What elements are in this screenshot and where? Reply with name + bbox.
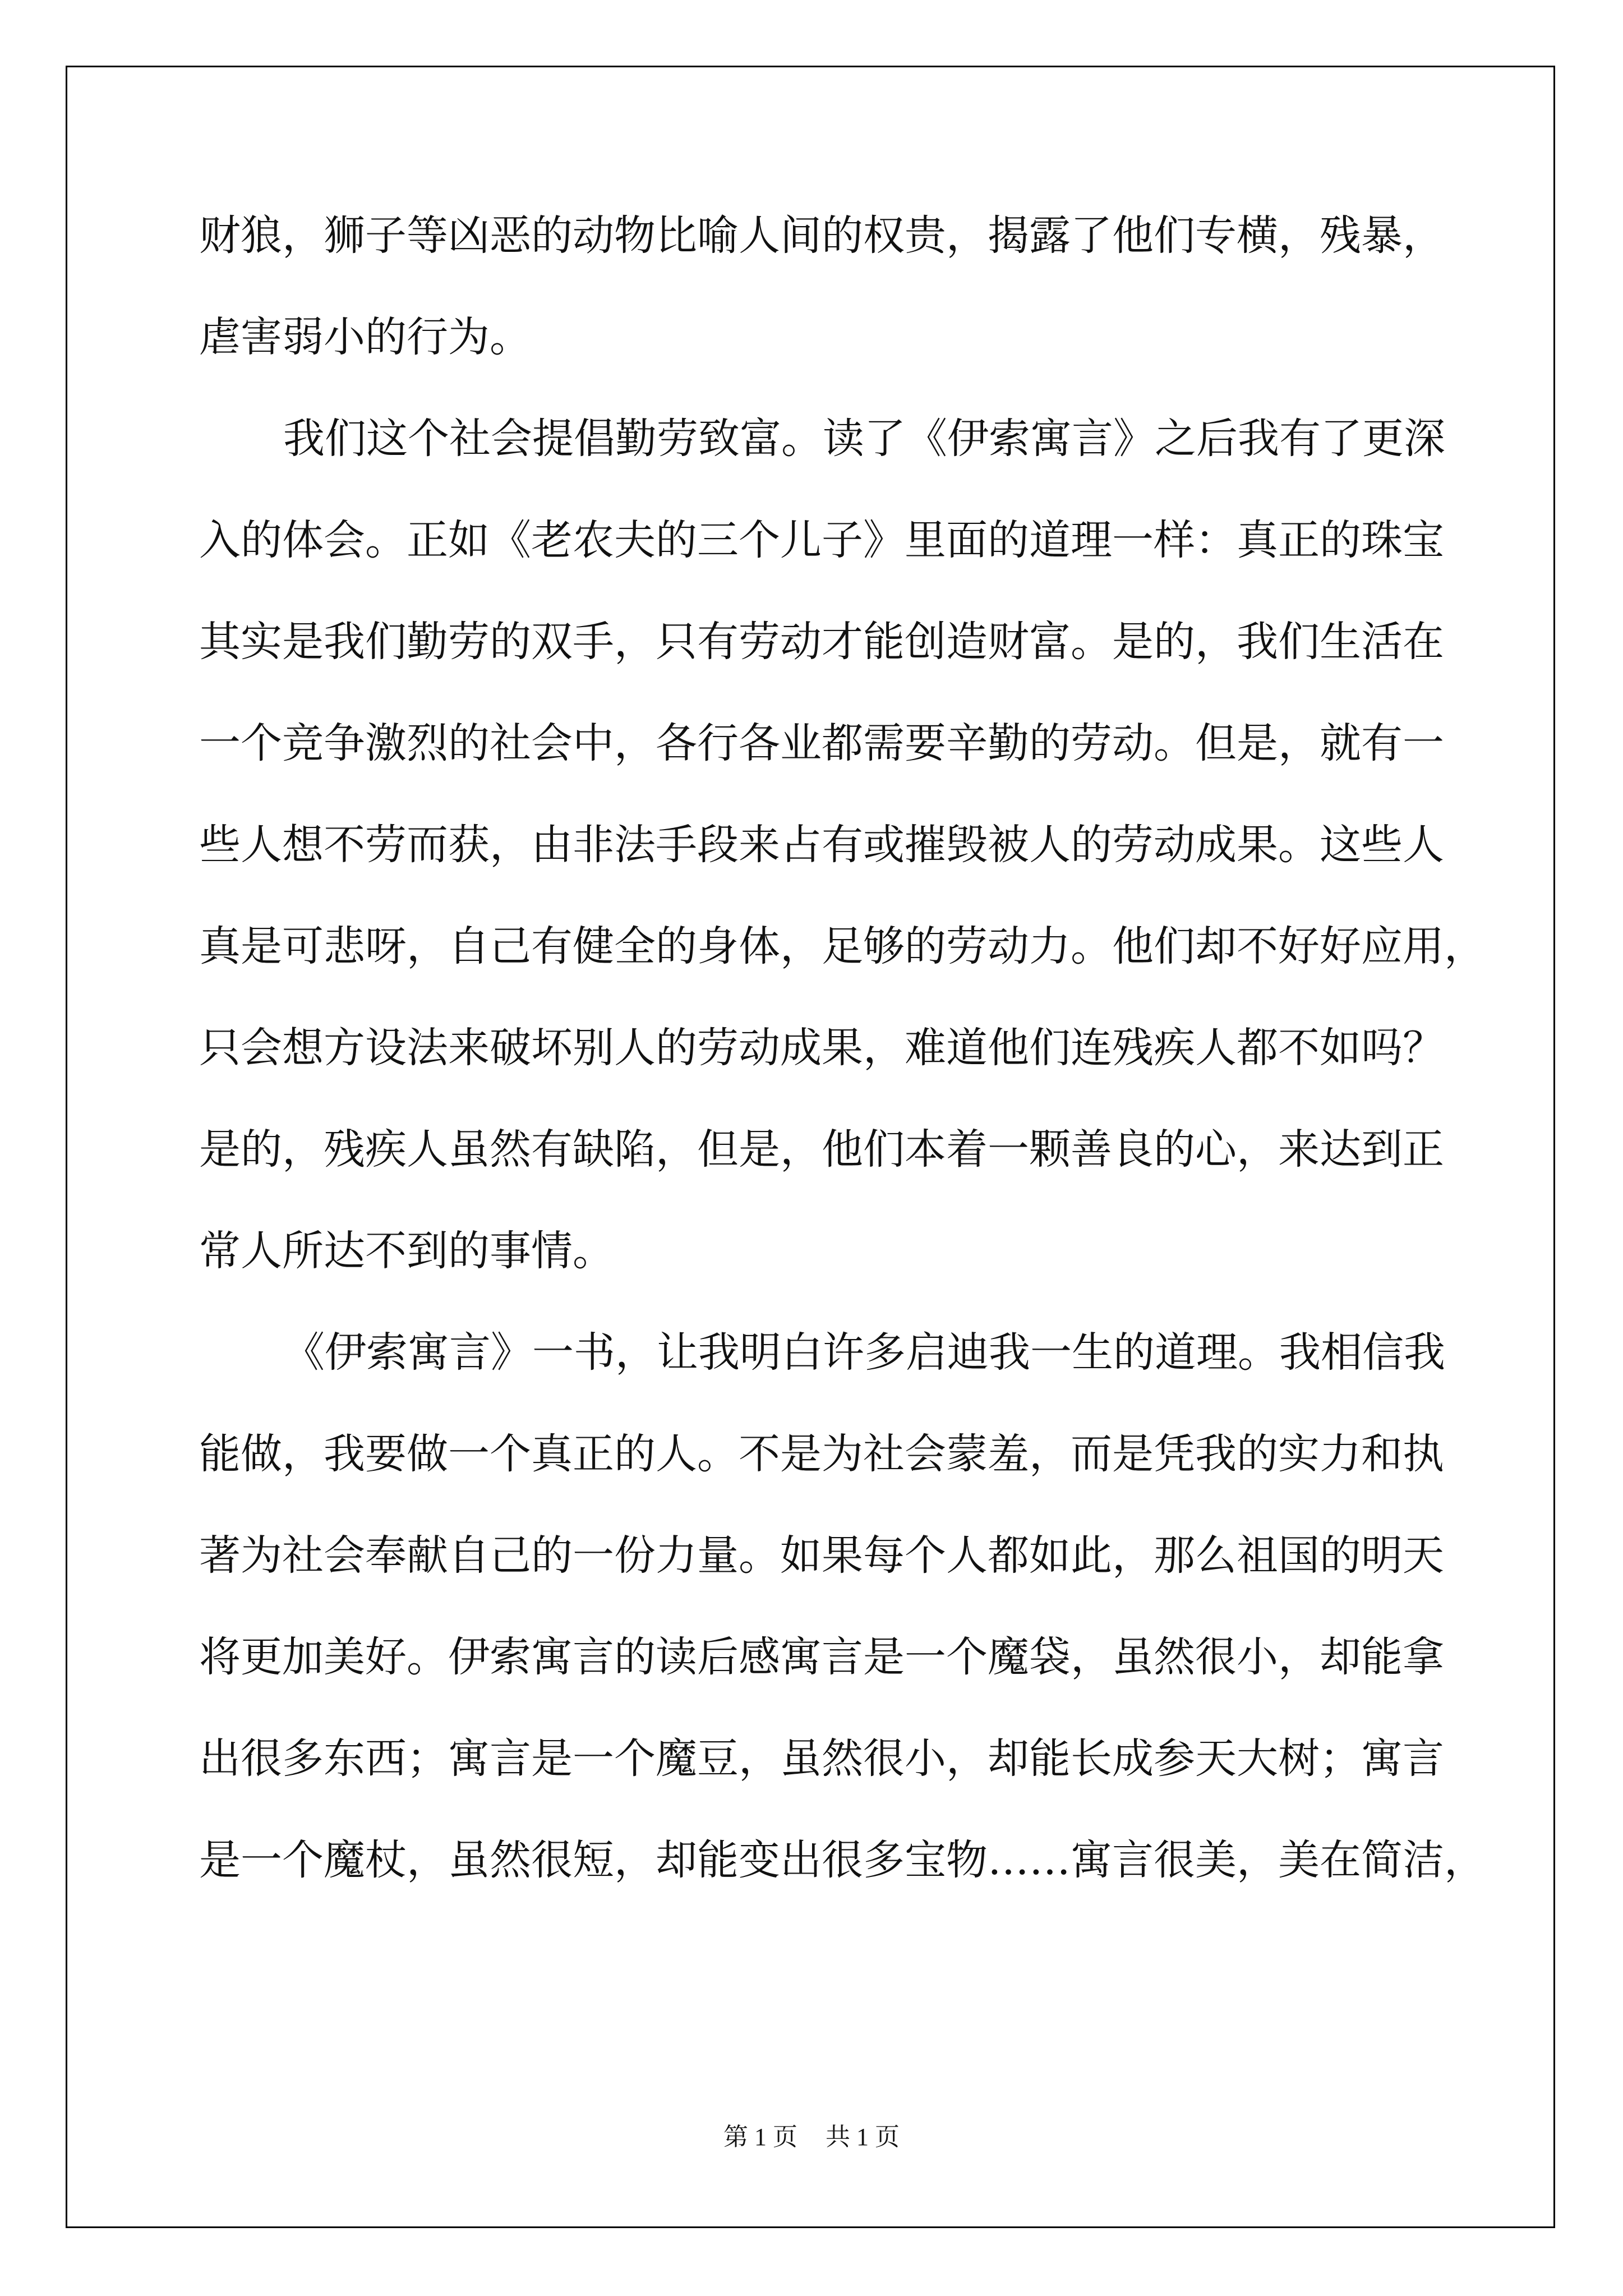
- text-line: 虐害弱小的行为。: [199, 313, 531, 361]
- document-body: [199, 185, 1486, 1911]
- text-line: 入的体会。正如《老农夫的三个儿子》里面的道理一样：真正的珠宝: [199, 516, 1444, 564]
- text-line: 将更加美好。伊索寓言的读后感寓言是一个魔袋，虽然很小，却能拿: [199, 1633, 1444, 1681]
- page-number: 第 1 页: [723, 2123, 797, 2151]
- text-line: 一个竞争激烈的社会中，各行各业都需要辛勤的劳动。但是，就有一: [199, 719, 1444, 767]
- text-line: 出很多东西；寓言是一个魔豆，虽然很小，却能长成参天大树；寓言: [199, 1734, 1444, 1783]
- text-line: 真是可悲呀，自己有健全的身体，足够的劳动力。他们却不好好应用，: [199, 922, 1486, 970]
- text-line: 财狼，狮子等凶恶的动物比喻人间的权贵，揭露了他们专横，残暴，: [199, 211, 1444, 260]
- paragraph-start-line: 《伊索寓言》一书，让我明白许多启迪我一生的道理。我相信我: [283, 1328, 1445, 1377]
- paragraph-start-line: 我们这个社会提倡勤劳致富。读了《伊索寓言》之后我有了更深: [283, 415, 1445, 463]
- text-line: 些人想不劳而获，由非法手段来占有或摧毁被人的劳动成果。这些人: [199, 821, 1444, 869]
- page-footer: [0, 2120, 1623, 2154]
- text-line: 是一个魔杖，虽然很短，却能变出很多宝物……寓言很美，美在简洁，: [199, 1836, 1486, 1884]
- page-total: 共 1 页: [826, 2123, 900, 2151]
- text-line: 常人所达不到的事情。: [199, 1227, 614, 1275]
- text-line: 是的，残疾人虽然有缺陷，但是，他们本着一颗善良的心，来达到正: [199, 1125, 1444, 1174]
- text-line: 能做，我要做一个真正的人。不是为社会蒙羞，而是凭我的实力和执: [199, 1430, 1444, 1478]
- text-line: 只会想方设法来破坏别人的劳动成果，难道他们连残疾人都不如吗？: [199, 1024, 1444, 1072]
- text-line: 其实是我们勤劳的双手，只有劳动才能创造财富。是的，我们生活在: [199, 618, 1444, 666]
- text-line: 著为社会奉献自己的一份力量。如果每个人都如此，那么祖国的明天: [199, 1531, 1444, 1580]
